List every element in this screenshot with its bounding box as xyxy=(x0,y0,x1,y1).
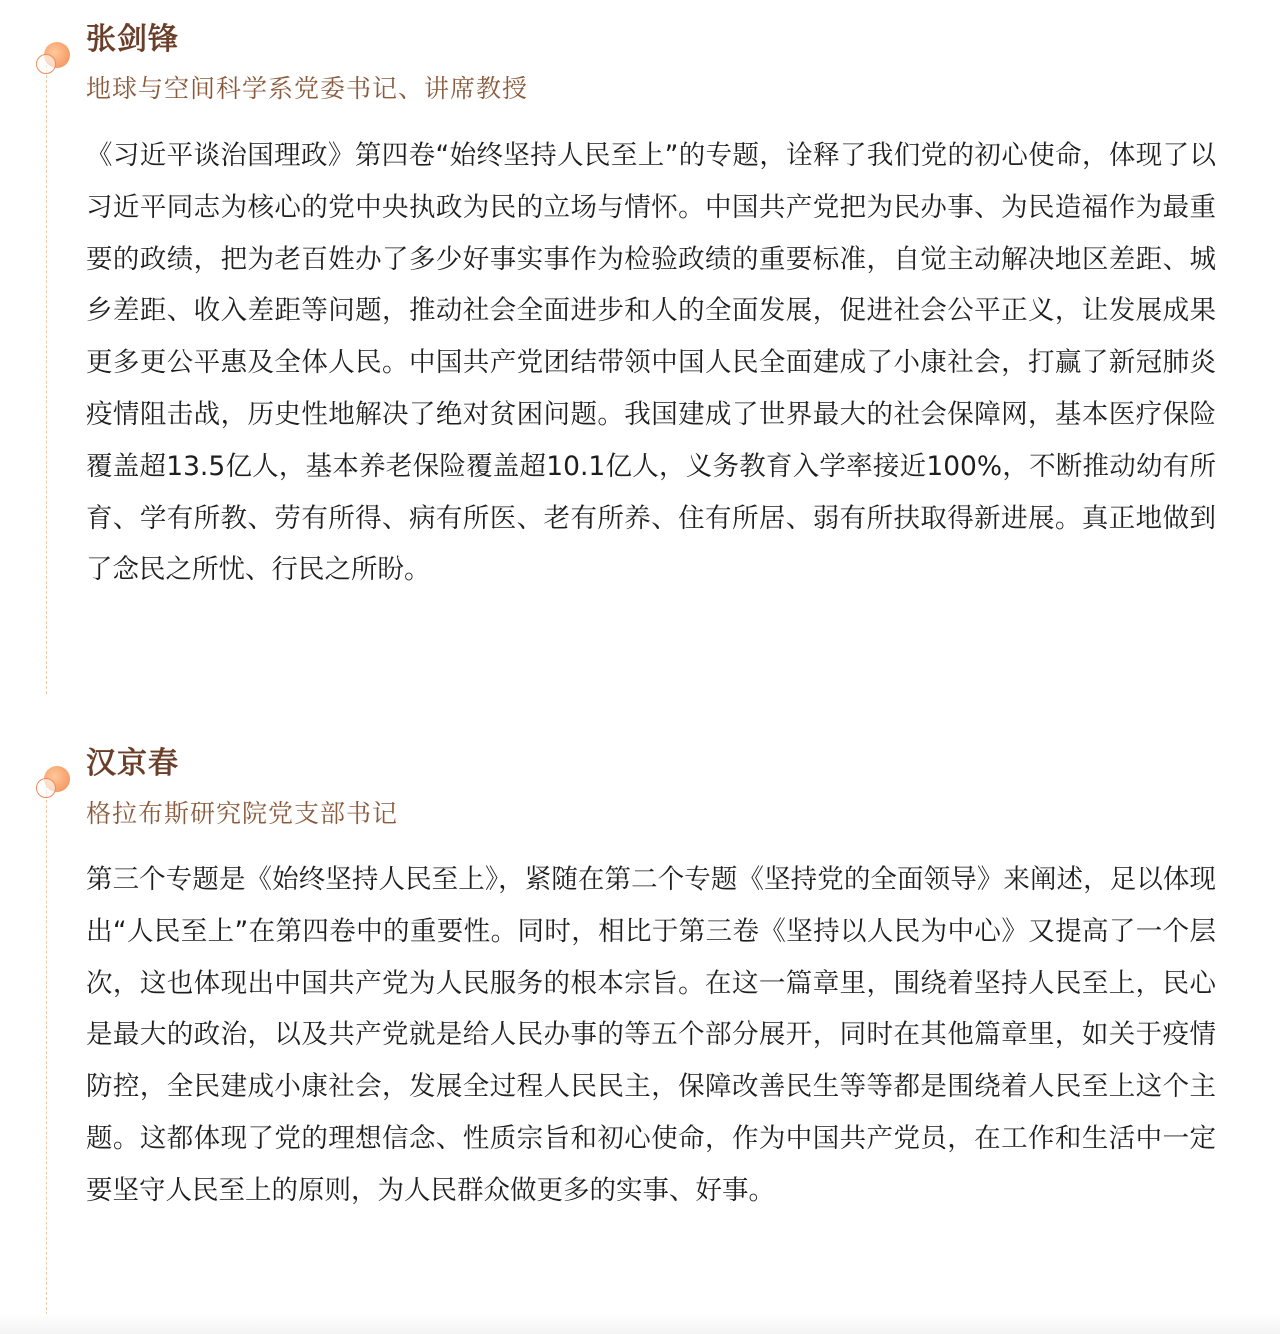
author-name: 汉京春 xyxy=(86,746,179,781)
author-role: 地球与空间科学系党委书记、讲席教授 xyxy=(86,74,529,103)
timeline-dot-icon xyxy=(36,766,72,802)
comment-text: 《习近平谈治国理政》第四卷“始终坚持人民至上”的专题，诠释了我们党的初心使命，体现了以习近平同志为核心的党中央执政为民的立场与情怀。中国共产党把为民办事、为民造福作为最重要的政绩，把为老百姓办了多少好事实事作为检验政绩的重要标准，自觉主动解决地区差距、城乡差距、收入差距等问题，推动社会全面进步和人的全面发展，促进社会公平正义，让发展成果更多更公平惠及全体人民。中国共产党团结带领中国人民全面建成了小康社会，打赢了新冠肺炎疫情阻击战，历史性地解决了绝对贫困问题。我国建成了世界最大的社会保障网，基本医疗保险覆盖超13.5亿人，基本养老保险覆盖超10.1亿人，义务教育入学率接近100%，不断推动幼有所育、学有所教、劳有所得、病有所医、老有所养、住有所居、弱有所扶取得新进展。真正地做到了念民之所忧、行民之所盼。 xyxy=(86,140,1216,586)
bottom-fade xyxy=(0,1314,1280,1334)
timeline-dot-ring xyxy=(36,778,56,798)
timeline-dot-ring xyxy=(36,54,56,74)
author-name: 张剑锋 xyxy=(86,22,179,57)
timeline-line xyxy=(46,785,47,1315)
comment-text: 第三个专题是《始终坚持人民至上》，紧随在第二个专题《坚持党的全面领导》来阐述，足以体现出“人民至上”在第四卷中的重要性。同时，相比于第三卷《坚持以人民为中心》又提高了一个层次，这也体现出中国共产党为人民服务的根本宗旨。在这一篇章里，围绕着坚持人民至上，民心是最大的政治，以及共产党就是给人民办事的等五个部分展开，同时在其他篇章里，如关于疫情防控，全民建成小康社会，发展全过程人民民主，保障改善民生等等都是围绕着人民至上这个主题。这都体现了党的理想信念、性质宗旨和初心使命，作为中国共产党员，在工作和生活中一定要坚守人民至上的原则，为人民群众做更多的实事、好事。 xyxy=(86,864,1216,1206)
timeline-line xyxy=(46,60,47,694)
timeline-dot-icon xyxy=(36,42,72,78)
author-role: 格拉布斯研究院党支部书记 xyxy=(86,799,399,828)
